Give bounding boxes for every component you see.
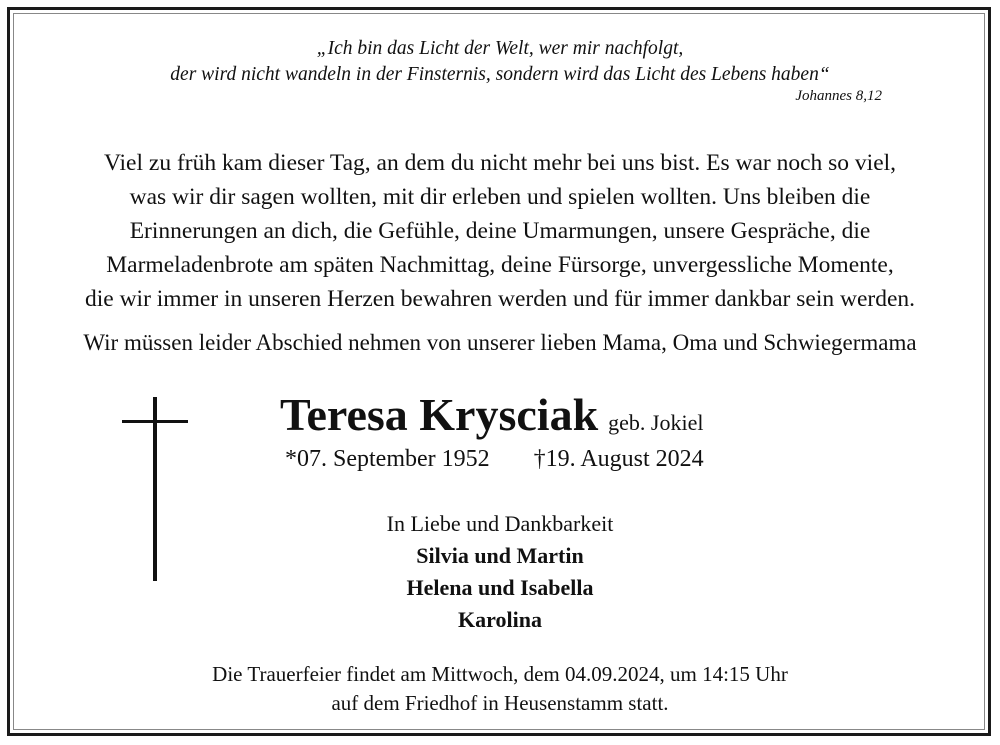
cross-icon-bar bbox=[122, 420, 188, 423]
deceased-name-row bbox=[280, 388, 704, 441]
birth-name: geb. Jokiel bbox=[608, 410, 704, 435]
family-name: Silvia und Martin bbox=[416, 543, 584, 568]
service-line: auf dem Friedhof in Heusenstamm statt. bbox=[331, 691, 669, 715]
quote-line: „Ich bin das Licht der Welt, wer mir nachfolgt, bbox=[316, 38, 684, 59]
quote-reference: Johannes 8,12 bbox=[795, 88, 882, 104]
service-line: Die Trauerfeier findet am Mittwoch, dem 04.09.2024, um 14:15 Uhr bbox=[212, 662, 788, 686]
birth-date: *07. September 1952 bbox=[285, 446, 490, 472]
funeral-service-info bbox=[0, 660, 1000, 718]
deceased-name: Teresa Krysciak bbox=[280, 389, 599, 440]
family-signature bbox=[0, 508, 1000, 636]
farewell-intro: Wir müssen leider Abschied nehmen von unserer lieben Mama, Oma und Schwiegermama bbox=[83, 330, 917, 355]
death-date: †19. August 2024 bbox=[533, 446, 704, 472]
message-line: was wir dir sagen wollten, mit dir erleben und spielen wollten. Uns bleiben die bbox=[129, 184, 871, 210]
closing-phrase: In Liebe und Dankbarkeit bbox=[386, 511, 614, 536]
message-line: die wir immer in unseren Herzen bewahren werden und für immer dankbar sein werden. bbox=[84, 286, 916, 312]
message-line: Erinnerungen an dich, die Gefühle, deine Umarmungen, unsere Gespräche, die bbox=[129, 218, 871, 244]
family-name: Karolina bbox=[458, 607, 542, 632]
bible-quote bbox=[0, 36, 1000, 88]
quote-line: der wird nicht wandeln in der Finsternis, sondern wird das Licht des Lebens haben“ bbox=[170, 64, 830, 85]
life-dates bbox=[285, 446, 704, 473]
message-line: Viel zu früh kam dieser Tag, an dem du nicht mehr bei uns bist. Es war noch so viel, bbox=[103, 150, 897, 176]
memorial-message bbox=[0, 146, 1000, 316]
family-name: Helena und Isabella bbox=[406, 575, 594, 600]
message-line: Marmeladenbrote am späten Nachmittag, deine Fürsorge, unvergessliche Momente, bbox=[106, 252, 894, 278]
